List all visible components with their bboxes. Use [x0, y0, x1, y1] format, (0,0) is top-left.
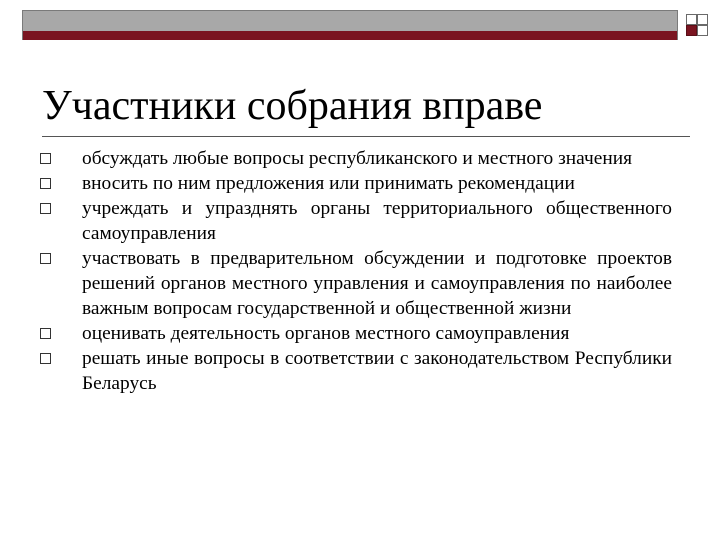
hollow-square-icon [40, 253, 51, 264]
hollow-square-icon [40, 153, 51, 164]
bullet-list [36, 146, 672, 396]
bullet-text: оценивать деятельность органов местного самоуправления [82, 323, 570, 344]
bullet-text: обсуждать любые вопросы республиканского и местного значения [82, 148, 632, 169]
hollow-square-icon [40, 203, 51, 214]
bullet-item [36, 146, 672, 171]
bullet-text: вносить по ним предложения или принимать рекомендации [82, 173, 575, 194]
header-decoration-bar [22, 10, 678, 40]
hollow-square-icon [40, 328, 51, 339]
bullet-item [36, 196, 672, 246]
corner-square-icon [697, 14, 708, 25]
corner-square-icon [697, 25, 708, 36]
header-bar-gray-band [23, 11, 677, 31]
bullet-item [36, 246, 672, 321]
corner-square-red-icon [686, 25, 697, 36]
bullet-item [36, 346, 672, 396]
title-divider [42, 136, 690, 137]
header-bar-red-band [23, 31, 677, 40]
slide-title: Участники собрания вправе [42, 83, 543, 129]
bullet-text: участвовать в предварительном обсуждении и подготовке проектов решений органов местного управления и самоуправления по наиболее важным вопросам государственной и общественной жизни [82, 248, 672, 319]
hollow-square-icon [40, 178, 51, 189]
bullet-item [36, 321, 672, 346]
bullet-text: учреждать и упразднять органы территориального общественного самоуправления [82, 198, 672, 244]
corner-square-icon [686, 14, 697, 25]
bullet-text: решать иные вопросы в соответствии с законодательством Республики Беларусь [82, 348, 672, 394]
bullet-item [36, 171, 672, 196]
hollow-square-icon [40, 353, 51, 364]
